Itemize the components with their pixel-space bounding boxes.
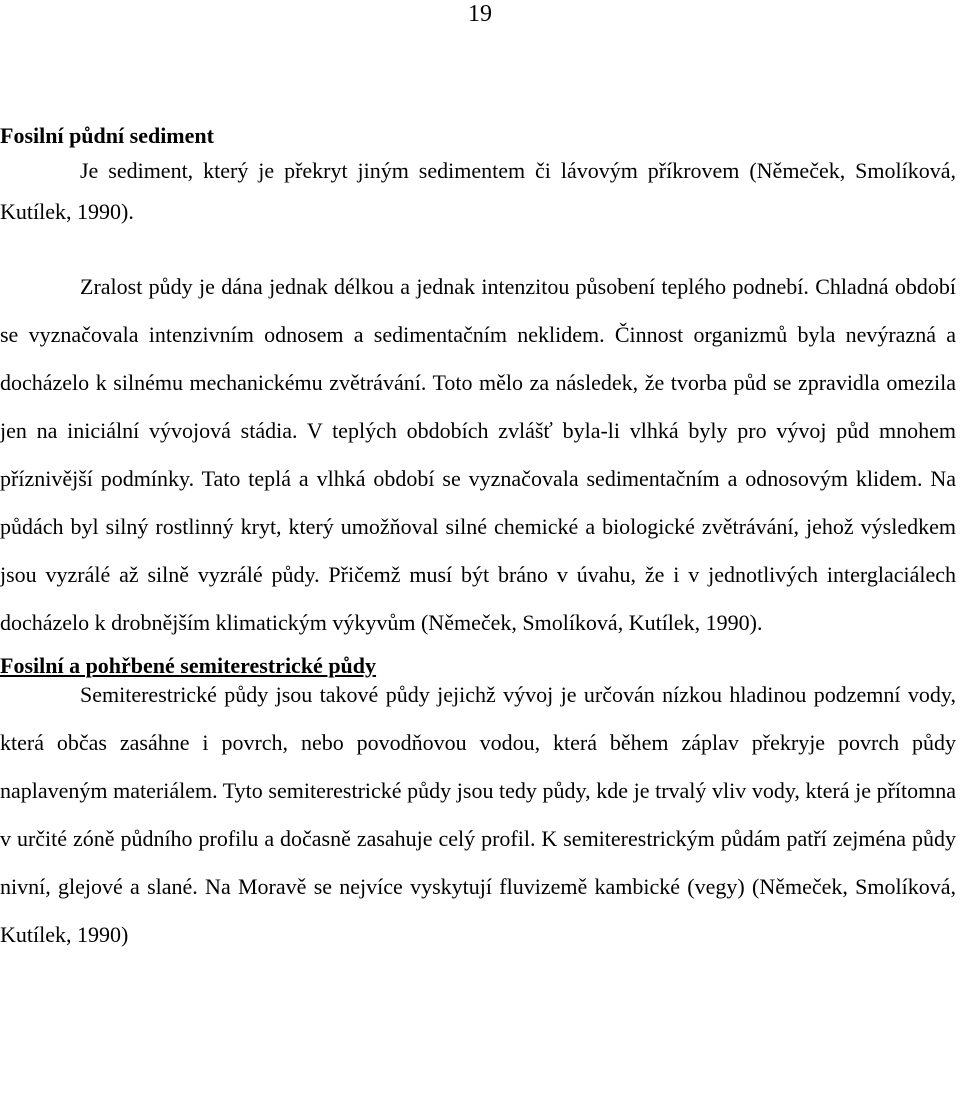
section-fossil-semiterrestrial-soils bbox=[0, 652, 956, 959]
section-fossil-soil-sediment bbox=[0, 122, 956, 647]
page-number: 19 bbox=[468, 1, 492, 27]
section-heading: Fosilní a pohřbené semiterestrické půdy bbox=[0, 653, 377, 678]
paragraph: Je sediment, který je překryt jiným sedimentem či lávovým příkrovem (Němeček, Smolíková, Kutílek, 1990). bbox=[0, 158, 956, 224]
paragraph: Zralost půdy je dána jednak délkou a jednak intenzitou působení teplého podnebí. Chladná období se vyznačovala intenzivním odnosem a sedimentačním neklidem. Činnost organizmů byla nevýrazná a docházelo k silnému mechanickému zvětrávání. Toto mělo za následek, že tvorba půd se zpravidla omezila jen na iniciální vývojová stádia. V teplých obdobích zvlášť byla-li vlhká byly pro vývoj půd mnohem příznivější podmínky. Tato teplá a vlhká období se vyznačovala sedimentačním a odnosovým klidem. Na půdách byl silný rostlinný kryt, který umožňoval silné chemické a biologické zvětrávání, jehož výsledkem jsou vyzrálé až silně vyzrálé půdy. Přičemž musí být bráno v úvahu, že i v jednotlivých interglaciálech docházelo k drobnějším klimatickým výkyvům (Němeček, Smolíková, Kutílek, 1990). bbox=[0, 274, 956, 635]
document-body bbox=[0, 122, 956, 959]
paragraph: Semiterestrické půdy jsou takové půdy jejichž vývoj je určován nízkou hladinou podzemní vody, která občas zasáhne i povrch, nebo povodňovou vodou, která během záplav překryje povrch půdy naplaveným materiálem. Tyto semiterestrické půdy jsou tedy půdy, kde je trvalý vliv vody, která je přítomna v určité zóně půdního profilu a dočasně zasahuje celý profil. K semiterestrickým půdám patří zejména půdy nivní, glejové a slané. Na Moravě se nejvíce vyskytují fluvizemě kambické (vegy) (Němeček, Smolíková, Kutílek, 1990) bbox=[0, 682, 956, 947]
section-heading: Fosilní půdní sediment bbox=[0, 123, 214, 148]
